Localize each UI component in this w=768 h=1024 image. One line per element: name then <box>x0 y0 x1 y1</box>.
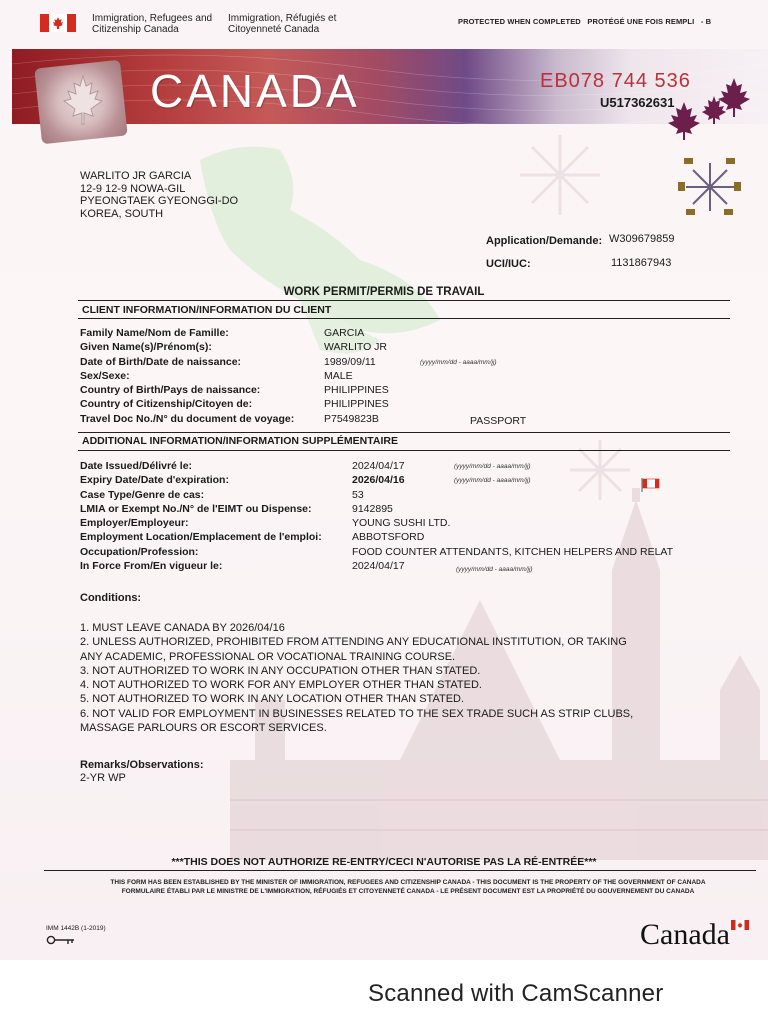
employer-value: YOUNG SUSHI LTD. <box>352 517 451 530</box>
date-issued-label: Date Issued/Délivré le: <box>80 460 193 472</box>
department-name-en-line2: Citizenship Canada <box>92 24 179 35</box>
department-name-fr-line1: Immigration, Réfugiés et <box>228 13 337 24</box>
additional-info-heading: ADDITIONAL INFORMATION/INFORMATION SUPPLÉMENTAIRE <box>82 435 398 447</box>
conditions-heading: Conditions: <box>80 592 142 604</box>
remarks-value: 2-YR WP <box>80 772 126 784</box>
rule-footer <box>44 870 756 871</box>
key-icon <box>46 935 76 945</box>
application-label: Application/Demande: <box>486 235 603 247</box>
family-name-label: Family Name/Nom de Famille: <box>80 327 229 339</box>
canada-wordmark: Canada <box>640 918 730 951</box>
given-names-value: WARLITO JR <box>324 341 388 354</box>
condition-line-6: 6. NOT VALID FOR EMPLOYMENT IN BUSINESSES RELATED TO THE SEX TRADE SUCH AS STRIP CLUBS, <box>80 707 634 720</box>
expiry-date-label: Expiry Date/Date d'expiration: <box>80 474 229 487</box>
address-name: WARLITO JR GARCIA <box>80 170 192 182</box>
in-force-format-hint: (yyyy/mm/dd - aaaa/mm/jj) <box>456 566 533 573</box>
document-title: WORK PERMIT/PERMIS DE TRAVAIL <box>283 286 485 298</box>
form-code: IMM 1442B (1-2019) <box>46 925 106 932</box>
maple-leaf-hologram-icon <box>58 72 108 126</box>
application-number: W309679859 <box>609 233 675 245</box>
citizenship-value: PHILIPPINES <box>324 398 389 411</box>
department-name-en-line1: Immigration, Refugees and <box>92 13 213 24</box>
document-serial-number: EB078 744 536 <box>540 70 691 92</box>
wordmark-flag-icon <box>731 920 749 930</box>
sex-label: Sex/Sexe: <box>80 369 130 382</box>
remarks-heading: Remarks/Observations: <box>80 759 204 771</box>
condition-line-2b: ANY ACADEMIC, PROFESSIONAL OR VOCATIONAL TRAINING COURSE. <box>80 650 456 663</box>
condition-line-5: 5. NOT AUTHORIZED TO WORK IN ANY LOCATION OTHER THAN STATED. <box>80 693 465 706</box>
ownership-disclaimer <box>58 878 758 896</box>
maple-leaves-icon <box>664 76 756 140</box>
country-of-birth-label: Country of Birth/Pays de naissance: <box>80 384 261 397</box>
dob-format-hint: (yyyy/mm/dd - aaaa/mm/jj) <box>420 359 497 366</box>
uci-label: UCI/IUC: <box>486 258 531 270</box>
lmia-label: LMIA or Exempt No./N° de l'EIMT ou Dispense: <box>80 502 312 515</box>
department-name-fr <box>228 13 336 35</box>
travel-doc-value: P7549823B <box>324 412 379 425</box>
disclaimer-en: THIS FORM HAS BEEN ESTABLISHED BY THE MINISTER OF IMMIGRATION, REFUGEES AND CITIZENSHIP CANADA - THIS DOCUMENT IS THE PROPERTY OF THE GOVERNMENT OF CANADA <box>110 879 706 886</box>
condition-line-1: 1. MUST LEAVE CANADA BY 2026/04/16 <box>80 622 285 634</box>
case-type-value: 53 <box>352 488 364 501</box>
uci-number: 1131867943 <box>611 257 672 269</box>
expiry-date-format-hint: (yyyy/mm/dd - aaaa/mm/jj) <box>454 477 531 484</box>
client-info-fields <box>80 326 294 426</box>
family-name-value: GARCIA <box>324 327 365 339</box>
snowflake-emblem-icon <box>676 152 744 222</box>
protected-notice: PROTECTED WHEN COMPLETED PROTÉGÉ UNE FOIS REMPLI - B <box>458 17 712 26</box>
date-of-birth-label: Date of Birth/Date de naissance: <box>80 355 242 368</box>
conditions-list <box>80 621 633 735</box>
condition-line-2: 2. UNLESS AUTHORIZED, PROHIBITED FROM ATTENDING ANY EDUCATIONAL INSTITUTION, OR TAKING <box>80 636 627 649</box>
country-of-birth-value: PHILIPPINES <box>324 384 389 397</box>
rule-client-top <box>78 300 730 301</box>
reentry-notice: ***THIS DOES NOT AUTHORIZE RE-ENTRY/CECI N'AUTORISE PAS LA RÉ-ENTRÉE*** <box>171 856 597 868</box>
sex-value: MALE <box>324 369 353 382</box>
mailing-address <box>80 170 238 220</box>
camscanner-watermark: Scanned with CamScanner <box>368 980 664 1007</box>
citizenship-label: Country of Citizenship/Citoyen de: <box>80 398 253 411</box>
address-line1: 12-9 12-9 NOWA-GIL <box>80 182 186 195</box>
client-info-heading: CLIENT INFORMATION/INFORMATION DU CLIENT <box>82 304 332 316</box>
occupation-label: Occupation/Profession: <box>80 545 199 558</box>
department-name-en <box>92 13 212 35</box>
rule-client-bottom <box>78 318 730 319</box>
date-issued-format-hint: (yyyy/mm/dd - aaaa/mm/jj) <box>454 463 531 470</box>
condition-line-6b: MASSAGE PARLOURS OR ESCORT SERVICES. <box>80 722 327 735</box>
lmia-value: 9142895 <box>352 502 393 515</box>
date-of-birth-value: 1989/09/11 <box>324 355 376 368</box>
condition-line-4: 4. NOT AUTHORIZED TO WORK FOR ANY EMPLOYER OTHER THAN STATED. <box>80 679 482 692</box>
given-names-label: Given Name(s)/Prénom(s): <box>80 341 212 354</box>
case-type-label: Case Type/Genre de cas: <box>80 488 205 501</box>
condition-line-3: 3. NOT AUTHORIZED TO WORK IN ANY OCCUPATION OTHER THAN STATED. <box>80 664 481 677</box>
employment-location-value: ABBOTSFORD <box>352 531 425 544</box>
travel-doc-type: PASSPORT <box>470 415 527 427</box>
rule-additional-bottom <box>78 450 730 451</box>
department-name-fr-line2: Citoyenneté Canada <box>228 24 320 35</box>
canada-flag-icon <box>40 14 76 32</box>
expiry-date-value: 2026/04/16 <box>352 474 405 487</box>
address-line2: PYEONGTAEK GYEONGGI-DO <box>80 195 239 207</box>
disclaimer-fr: FORMULAIRE ÉTABLI PAR LE MINISTRE DE L'IMMIGRATION, RÉFUGIÉS ET CITOYENNETÉ CANADA - LE PRÉSENT DOCUMENT EST LA PROPRIÉTÉ DU GOUVERNEMENT DU CANADA <box>121 888 695 895</box>
travel-doc-label: Travel Doc No./N° du document de voyage: <box>80 412 295 425</box>
additional-info-fields <box>80 459 322 573</box>
banner-title: CANADA <box>150 65 360 117</box>
in-force-from-value: 2024/04/17 <box>352 560 405 573</box>
occupation-value: FOOD COUNTER ATTENDANTS, KITCHEN HELPERS AND RELAT <box>352 545 674 558</box>
in-force-from-label: In Force From/En vigueur le: <box>80 560 223 573</box>
date-issued-value: 2024/04/17 <box>352 460 405 472</box>
address-country: KOREA, SOUTH <box>80 207 164 220</box>
employer-label: Employer/Employeur: <box>80 517 189 530</box>
rule-additional-top <box>78 432 730 433</box>
client-info-values <box>324 326 389 426</box>
control-number: U517362631 <box>600 95 675 110</box>
employment-location-label: Employment Location/Emplacement de l'emploi: <box>80 531 322 544</box>
